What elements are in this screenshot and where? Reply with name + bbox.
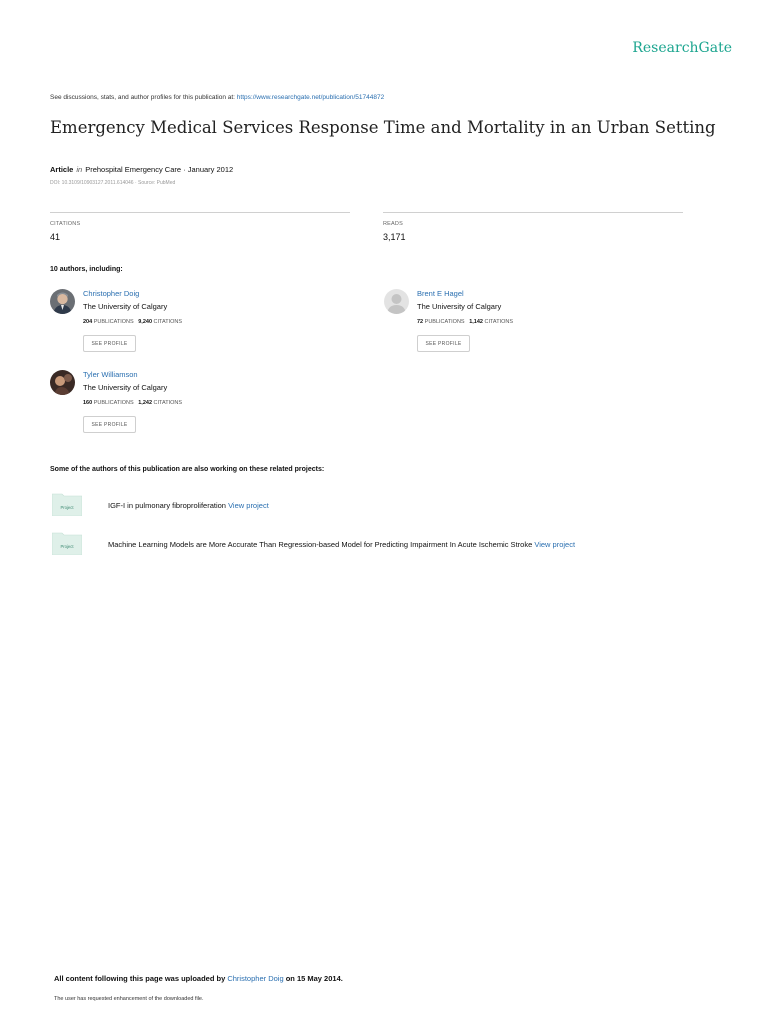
project-title-line [108,501,269,510]
citations-label: CITATIONS [153,400,183,406]
author-card [50,289,350,359]
author-card [50,370,350,440]
authors-heading: 10 authors, including: [50,266,123,273]
author-institution: The University of Calgary [83,302,168,311]
enhancement-note: The user has requested enhancement of the downloaded file. [54,996,204,1002]
project-title: Machine Learning Models are More Accurate Than Regression-based Model for Predicting Impairment In Acute Ischemic Stroke [108,540,535,549]
upload-line [54,974,343,983]
author-name-link[interactable]: Brent E Hagel [417,289,464,298]
publications-label: PUBLICATIONS [93,400,134,406]
see-profile-button[interactable]: SEE PROFILE [417,335,470,352]
article-title: Emergency Medical Services Response Time and Mortality in an Urban Setting [50,118,716,137]
project-icon-label: Project [60,505,74,510]
project-icon-label: Project [60,544,74,549]
author-institution: The University of Calgary [83,383,168,392]
publications-label: PUBLICATIONS [93,319,134,325]
project-folder-icon[interactable] [52,492,82,516]
publications-count: 204 [83,319,93,325]
citations-label: CITATIONS [153,319,183,325]
see-profile-button[interactable]: SEE PROFILE [83,335,136,352]
project-title-line [108,540,575,549]
article-meta [50,165,233,174]
article-type: Article [50,165,74,174]
author-stats [83,400,182,406]
reads-divider [383,212,683,213]
author-photo-icon [50,370,75,395]
citations-value: 41 [50,232,61,242]
citations-count: 1,242 [138,400,153,406]
journal-date[interactable]: Prehospital Emergency Care · January 2012 [85,165,234,174]
reads-value: 3,171 [383,232,406,242]
publications-label: PUBLICATIONS [424,319,465,325]
default-avatar-icon [384,289,409,314]
author-stats [417,319,513,325]
in-word: in [76,165,83,174]
author-avatar[interactable] [50,370,75,395]
author-avatar[interactable] [50,289,75,314]
project-folder-icon[interactable] [52,531,82,555]
publications-count: 160 [83,400,93,406]
author-institution: The University of Calgary [417,302,502,311]
publication-url-link[interactable]: https://www.researchgate.net/publication/51744872 [236,94,385,101]
reads-label: READS [383,221,403,227]
citations-count: 9,240 [138,319,153,325]
project-item [52,531,732,557]
citations-divider [50,212,350,213]
related-projects-heading: Some of the authors of this publication are also working on these related projects: [50,466,325,473]
author-card [384,289,684,359]
author-stats [83,319,182,325]
view-project-link[interactable]: View project [228,501,269,510]
author-photo-icon [50,289,75,314]
upload-prefix: All content following this page was uploaded by [54,974,228,983]
see-discussions-line [50,94,384,101]
project-item [52,492,652,518]
author-name-link[interactable]: Tyler Williamson [83,370,138,379]
project-title: IGF-I in pulmonary fibroproliferation [108,501,229,510]
uploader-link[interactable]: Christopher Doig [227,974,284,983]
researchgate-logo[interactable]: ResearchGate [632,40,732,56]
see-profile-button[interactable]: SEE PROFILE [83,416,136,433]
author-name-link[interactable]: Christopher Doig [83,289,140,298]
doi-line: DOI: 10.3109/10903127.2011.614046 · Source: PubMed [50,180,176,186]
see-discussions-text: See discussions, stats, and author profiles for this publication at: [50,94,237,101]
publications-count: 72 [417,319,424,325]
upload-suffix: on 15 May 2014. [283,974,343,983]
view-project-link[interactable]: View project [534,540,576,549]
citations-label: CITATIONS [484,319,514,325]
citations-count: 1,142 [469,319,483,325]
citations-label: CITATIONS [50,221,81,227]
author-avatar[interactable] [384,289,409,314]
